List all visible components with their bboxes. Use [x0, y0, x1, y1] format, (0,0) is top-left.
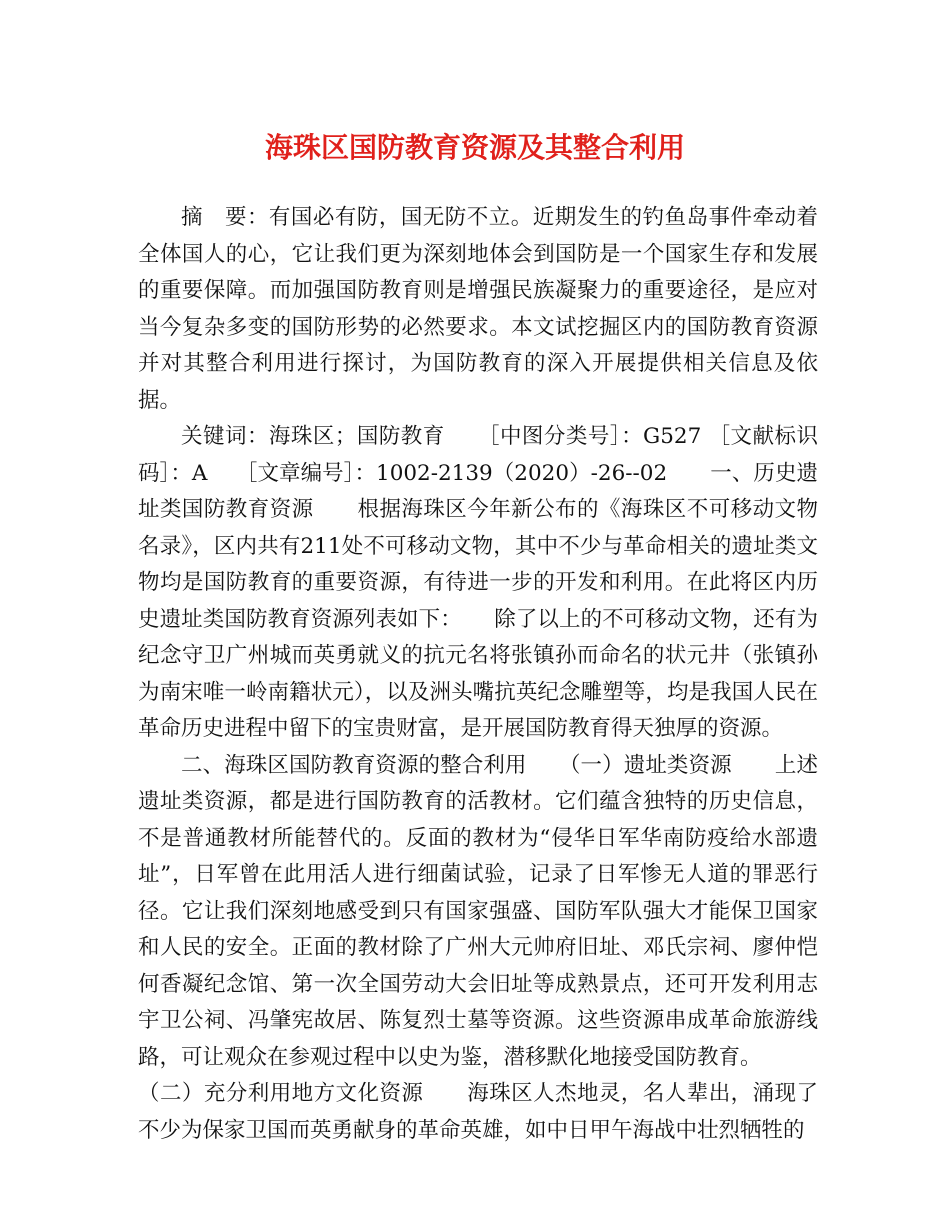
section-two-paragraph: 二、海珠区国防教育资源的整合利用 （一）遗址类资源 上述遗址类资源，都是进行国防教育的活教材。它们蕴含独特的历史信息，不是普通教材所能替代的。反面的教材为“侵华日军华南防疫给水部遗址”，日军曾在此用活人进行细菌试验，记录了日军惨无人道的罪恶行径。它让我们深刻地感受到只有国家强盛、国防军队强大才能保卫国家和人民的安全。正面的教材除了广州大元帅府旧址、邓氏宗祠、廖仲恺何香凝纪念馆、第一次全国劳动大会旧址等成熟景点，还可开发利用志宇卫公祠、冯肇宪故居、陈复烈士墓等资源。这些资源串成革命旅游线路，可让观众在参观过程中以史为鉴，潜移默化地接受国防教育。: [138, 752, 818, 1070]
document-body: [138, 200, 818, 1149]
document-title: 海珠区国防教育资源及其整合利用: [264, 131, 685, 164]
keywords-paragraph: 关键词：海珠区；国防教育 ［中图分类号］：G527 ［文献标识码］：A ［文章编号］：1002-2139（2020）-26--02 一、历史遗址类国防教育资源 根据海珠区今年新公布的《海珠区不可移动文物名录》，区内共有211处不可移动文物，其中不少与革命相关的遗址类文物均是国防教育的重要资源，有待进一步的开发和利用。在此将区内历史遗址类国防教育资源列表如下： 除了以上的不可移动文物，还有为纪念守卫广州城而英勇就义的抗元名将张镇孙而命名的状元井（张镇孙为南宋唯一岭南籍状元），以及洲头嘴抗英纪念雕塑等，均是我国人民在革命历史进程中留下的宝贵财富，是开展国防教育得天独厚的资源。: [138, 424, 818, 741]
subsection-paragraph: （二）充分利用地方文化资源 海珠区人杰地灵，名人辈出，涌现了不少为保家卫国而英勇献身的革命英雄，如中日甲午海战中壮烈牺牲的: [138, 1081, 818, 1143]
abstract-paragraph: 摘 要：有国必有防，国无防不立。近期发生的钓鱼岛事件牵动着全体国人的心，它让我们更为深刻地体会到国防是一个国家生存和发展的重要保障。而加强国防教育则是增强民族凝聚力的重要途径，是应对当今复杂多变的国防形势的必然要求。本文试挖掘区内的国防教育资源并对其整合利用进行探讨，为国防教育的深入开展提供相关信息及依据。: [138, 205, 818, 413]
